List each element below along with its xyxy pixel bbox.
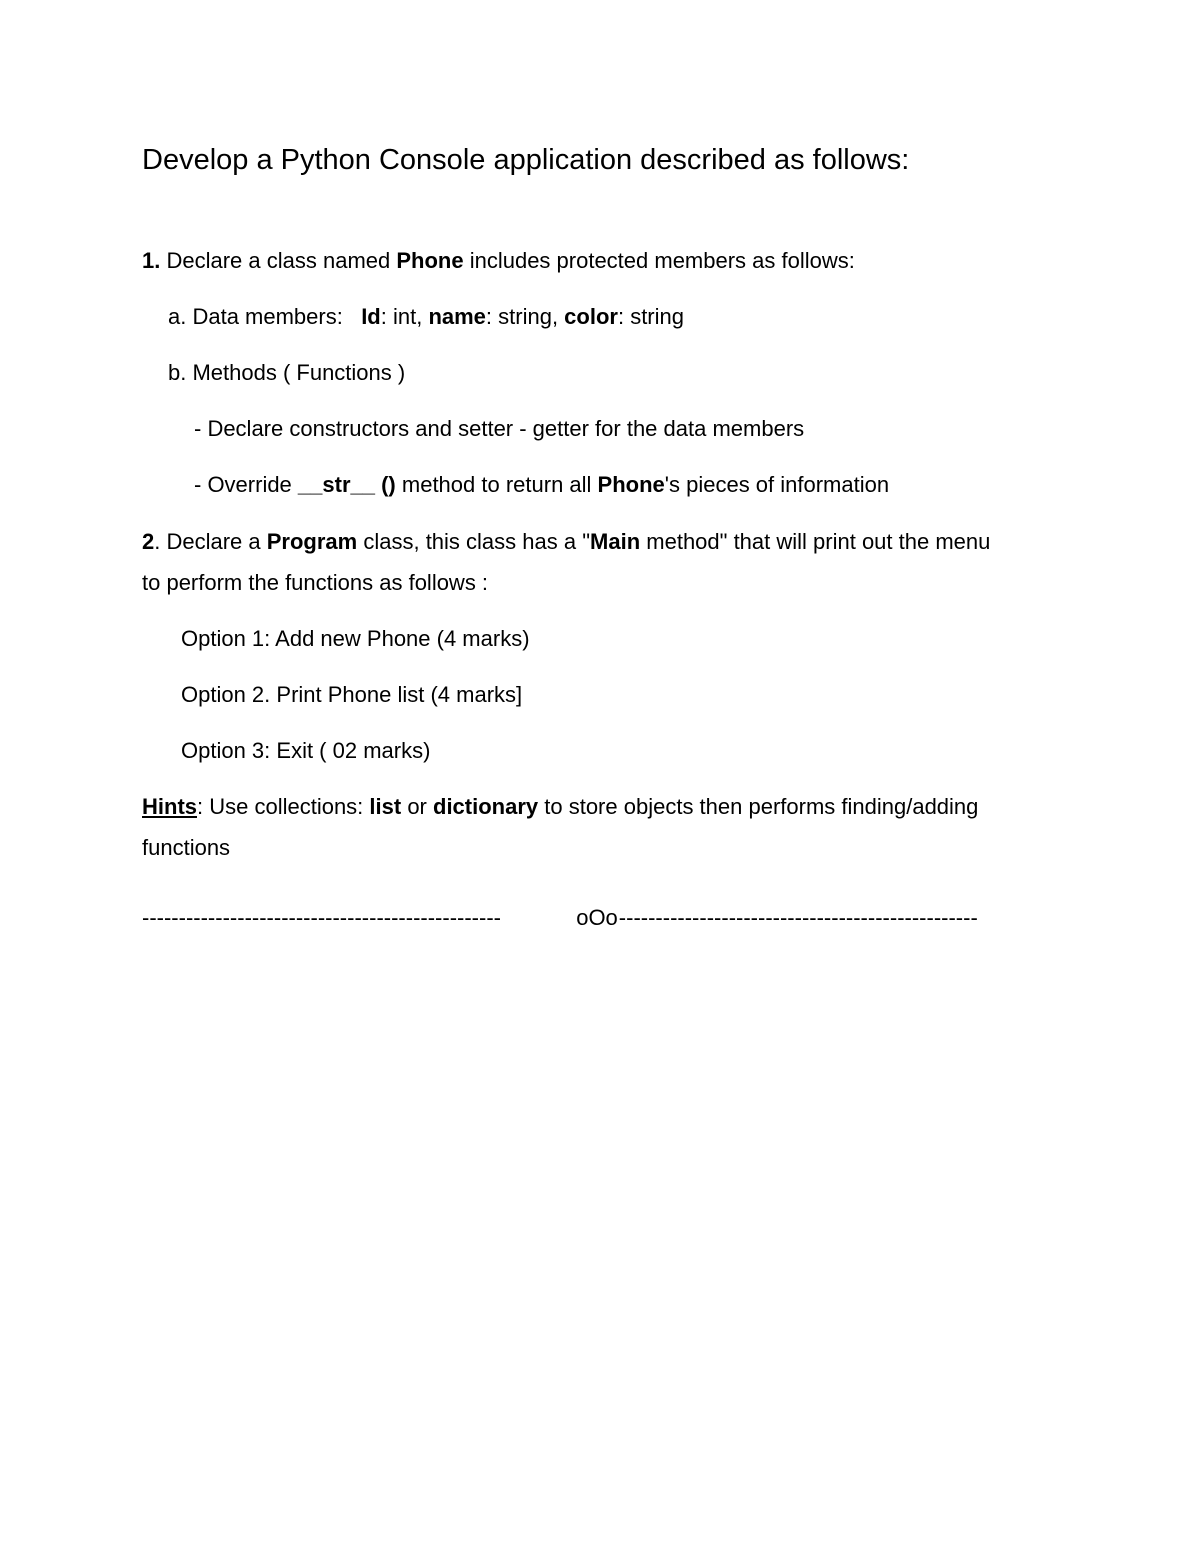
separator-left: ------------------------------------------------- <box>142 905 501 930</box>
main-label: Main <box>590 529 641 554</box>
item-1-number: 1. <box>142 248 161 273</box>
item-1-text-b: includes protected members as follows: <box>463 248 855 273</box>
hints-line-2: functions <box>142 835 231 860</box>
item-2 <box>142 528 990 556</box>
separator-center: oOo <box>576 905 618 930</box>
name-label: name <box>428 304 486 329</box>
override-text-a: method to return all <box>395 472 598 497</box>
override-class-name: Phone <box>597 472 665 497</box>
separator <box>142 904 1052 932</box>
dictionary-label: dictionary <box>433 794 539 819</box>
item-1-text-a: Declare a class named <box>160 248 397 273</box>
option-2: Option 2. Print Phone list (4 marks] <box>181 682 523 707</box>
id-type: : int, <box>380 304 429 329</box>
item-1b: b. Methods ( Functions ) <box>168 360 406 385</box>
item-1 <box>142 247 855 275</box>
name-type: : string, <box>485 304 565 329</box>
item-2-number: 2 <box>142 529 155 554</box>
override-text-b: 's pieces of information <box>664 472 890 497</box>
id-label: Id <box>361 304 381 329</box>
hints-text-b: or <box>401 794 433 819</box>
color-label: color <box>564 304 618 329</box>
item-2-line-2: to perform the functions as follows : <box>142 570 489 595</box>
item-2-text-a: . Declare a <box>154 529 267 554</box>
override-prefix: - Override <box>194 472 298 497</box>
hints-text-c: to store objects then performs finding/adding <box>538 794 979 819</box>
program-label: Program <box>266 529 358 554</box>
item-1a <box>168 303 684 331</box>
item-1b-2 <box>194 471 889 499</box>
item-1b-1: - Declare constructors and setter - getter for the data members <box>194 416 805 441</box>
item-1a-prefix: a. Data members: <box>168 304 362 329</box>
item-1-class-name: Phone <box>396 248 464 273</box>
item-2-text-b: class, this class has a " <box>357 529 591 554</box>
str-method: __str__ () <box>297 472 396 497</box>
hints-text-a: : Use collections: <box>197 794 370 819</box>
hints-label: Hints <box>142 794 197 819</box>
option-3: Option 3: Exit ( 02 marks) <box>181 738 431 763</box>
document-title: Develop a Python Console application described as follows: <box>142 144 910 176</box>
separator-right: ------------------------------------------------- <box>618 905 978 930</box>
list-label: list <box>369 794 402 819</box>
color-type: : string <box>617 304 684 329</box>
item-2-text-c: method" that will print out the menu <box>640 529 991 554</box>
option-1: Option 1: Add new Phone (4 marks) <box>181 626 530 651</box>
hints <box>142 793 978 821</box>
